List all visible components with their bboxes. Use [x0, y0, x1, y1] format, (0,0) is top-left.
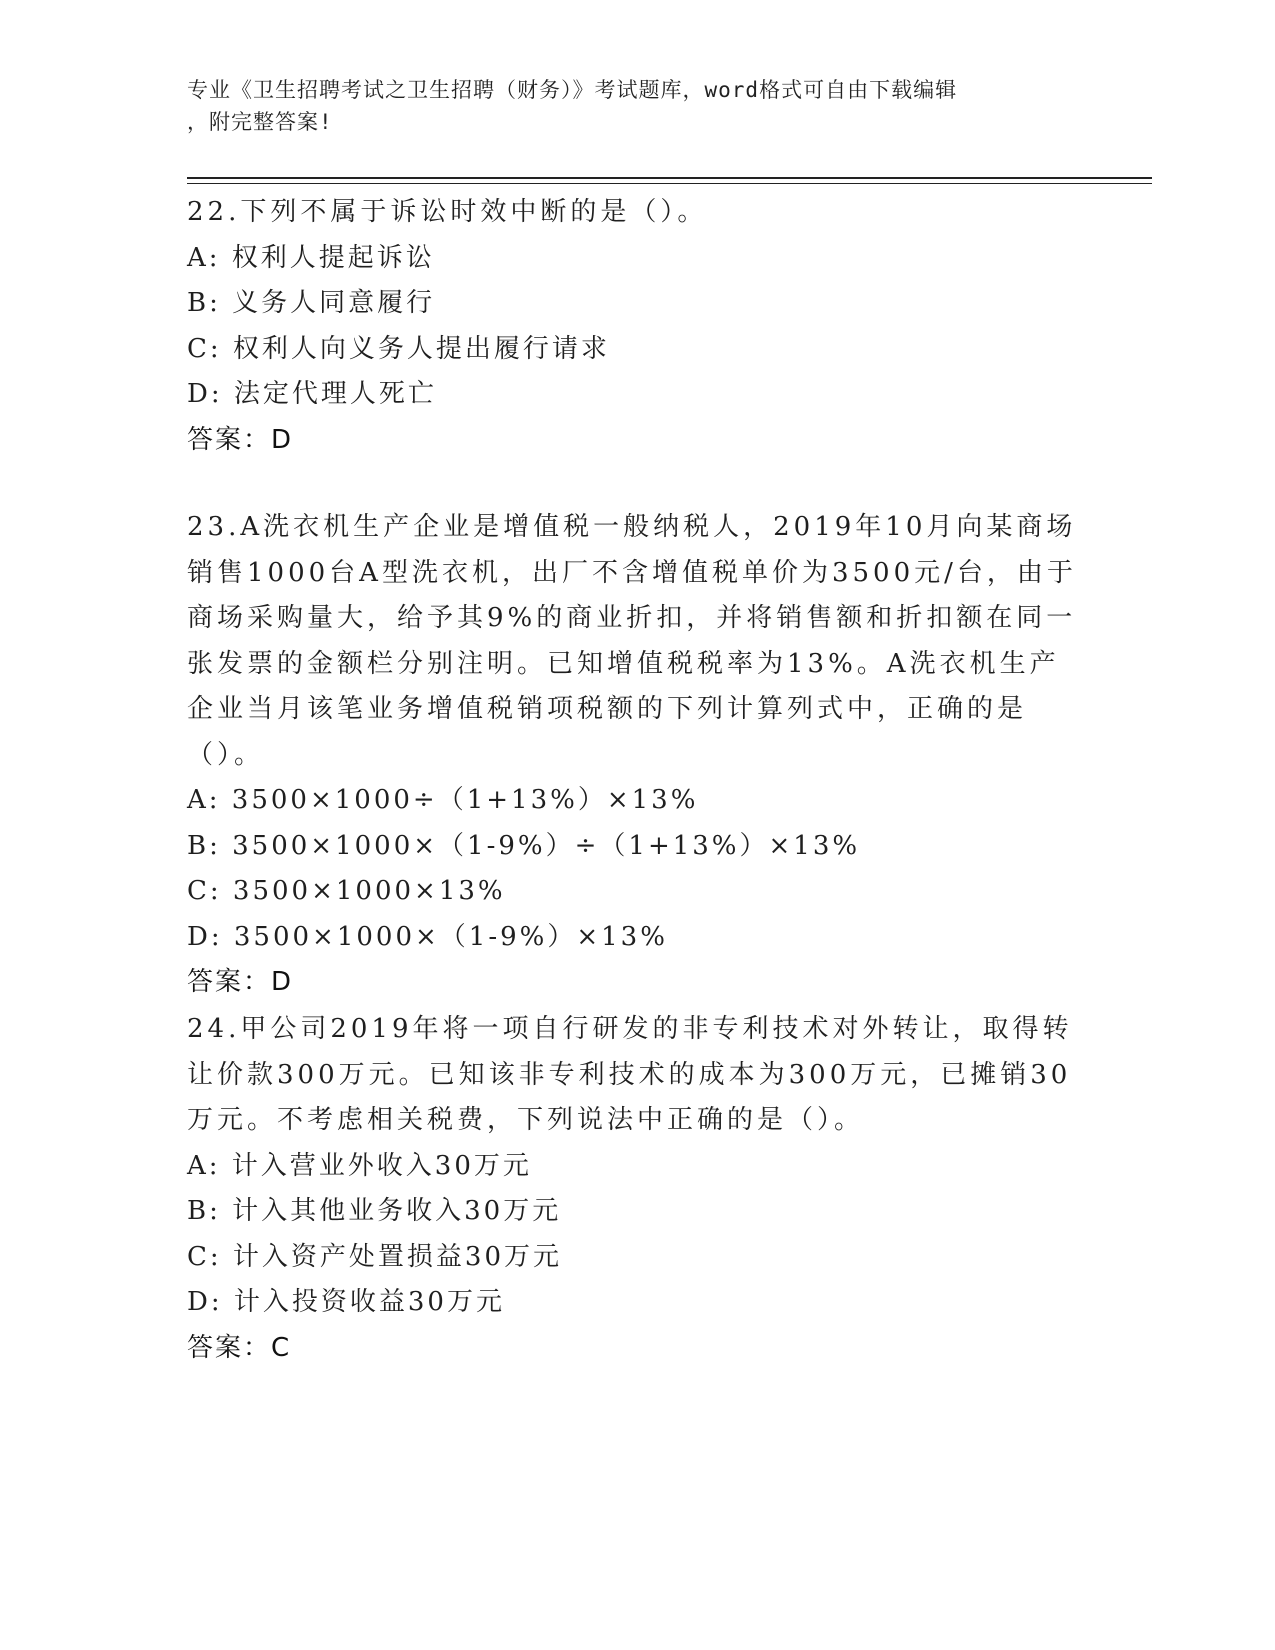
question-24	[187, 1007, 1087, 1371]
question-stem: 24.甲公司2019年将一项自行研发的非专利技术对外转让，取得转让价款300万元。已知该非专利技术的成本为300万元，已摊销30万元。不考虑相关税费，下列说法中正确的是（）。	[187, 1014, 1073, 1135]
option-c: C: 3500×1000×13%	[187, 876, 506, 906]
question-23	[187, 505, 1087, 1006]
header-divider-thick	[187, 177, 1152, 179]
question-stem: 22.下列不属于诉讼时效中断的是（）。	[187, 197, 708, 227]
answer-line: 答案：D	[187, 967, 294, 997]
answer-line: 答案：D	[187, 424, 294, 455]
option-d: D: 法定代理人死亡	[187, 379, 437, 409]
option-c: C: 权利人向义务人提出履行请求	[187, 333, 610, 364]
option-a: A: 权利人提起诉讼	[187, 242, 435, 273]
option-b: B: 3500×1000×（1-9%）÷（1+13%）×13%	[187, 830, 861, 861]
answer-line: 答案：C	[187, 1332, 292, 1363]
option-d: D: 计入投资收益30万元	[187, 1287, 505, 1317]
option-b: B: 计入其他业务收入30万元	[187, 1196, 562, 1226]
question-22	[187, 190, 1087, 463]
option-b: B: 义务人同意履行	[187, 288, 436, 318]
question-stem: 23.A洗衣机生产企业是增值税一般纳税人，2019年10月向某商场销售1000台A型洗衣机，出厂不含增值税单价为3500元/台，由于商场采购量大，给予其9%的商业折扣，并将销售额和折扣额在同一张发票的金额栏分别注明。已知增值税税率为13%。A洗衣机生产企业当月该笔业务增值税销项税额的下列计算列式中，正确的是（）。	[187, 512, 1077, 770]
option-d: D: 3500×1000×（1-9%）×13%	[187, 921, 668, 952]
document-header: 专业《卫生招聘考试之卫生招聘（财务）》考试题库，word格式可自由下载编辑 ，附完整答案!	[187, 78, 958, 134]
option-a: A: 3500×1000÷（1+13%）×13%	[187, 785, 699, 815]
header-divider-thin	[187, 183, 1152, 184]
option-c: C: 计入资产处置损益30万元	[187, 1241, 563, 1272]
option-a: A: 计入营业外收入30万元	[187, 1150, 532, 1181]
